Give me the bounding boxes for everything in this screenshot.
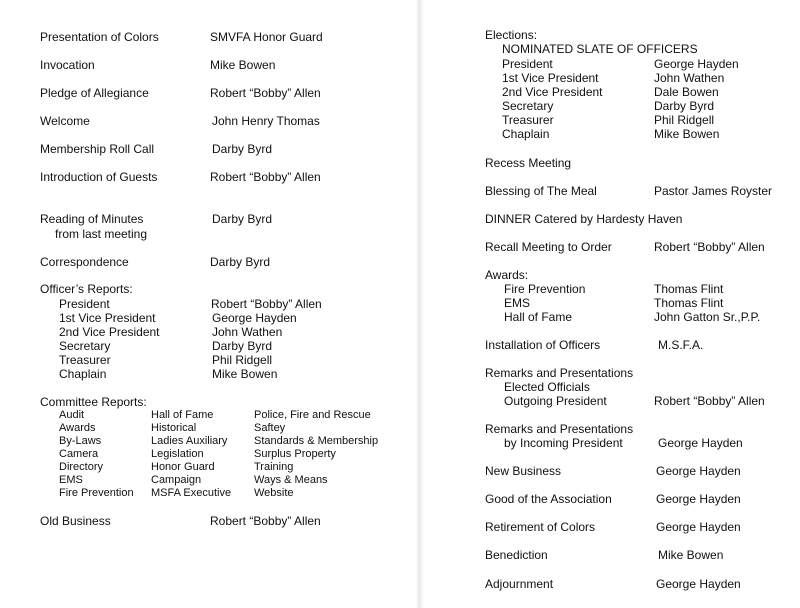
- committee-item: Training: [254, 461, 294, 473]
- agenda-value: Darby Byrd: [210, 255, 271, 269]
- committee-item: Camera: [59, 448, 99, 460]
- committee-item: Saftey: [254, 422, 286, 434]
- committee-item: Directory: [59, 461, 104, 473]
- agenda-label: Blessing of The Meal: [485, 184, 597, 198]
- agenda-label: Recall Meeting to Order: [485, 240, 612, 254]
- officer-role: 2nd Vice President: [59, 325, 160, 339]
- committee-item: Ways & Means: [254, 474, 328, 486]
- agenda-value: Darby Byrd: [212, 142, 273, 156]
- agenda-value: SMVFA Honor Guard: [210, 30, 323, 44]
- agenda-value: Mike Bowen: [658, 548, 724, 562]
- agenda-value: Robert “Bobby” Allen: [210, 170, 321, 184]
- slate-name: George Hayden: [654, 57, 739, 71]
- agenda-value: Mike Bowen: [210, 58, 276, 72]
- agenda-label: Reading of Minutes: [40, 212, 144, 226]
- agenda-value: George Hayden: [656, 464, 741, 478]
- agenda-value: Darby Byrd: [212, 212, 273, 226]
- agenda-label-continued: from last meeting: [55, 227, 148, 241]
- officer-role: 1st Vice President: [59, 311, 156, 325]
- committee-item: Audit: [59, 409, 85, 421]
- agenda-label: Pledge of Allegiance: [40, 86, 149, 100]
- committee-item: Hall of Fame: [151, 409, 214, 421]
- agenda-value: George Hayden: [656, 520, 741, 534]
- section-heading: Elections:: [485, 28, 538, 42]
- award-name: Thomas Flint: [654, 282, 724, 296]
- remarks-name: George Hayden: [658, 436, 743, 450]
- remarks-role: by Incoming President: [504, 436, 623, 450]
- agenda-value: George Hayden: [656, 577, 741, 591]
- officer-name: Mike Bowen: [212, 367, 278, 381]
- committee-item: Historical: [151, 422, 197, 434]
- officer-role: President: [59, 297, 110, 311]
- award-role: Fire Prevention: [504, 282, 586, 296]
- officer-name: George Hayden: [212, 311, 297, 325]
- slate-role: 1st Vice President: [502, 71, 599, 85]
- agenda-label: Correspondence: [40, 255, 129, 269]
- agenda-value: M.S.F.A.: [658, 338, 704, 352]
- officer-role: Chaplain: [59, 367, 107, 381]
- slate-role: Treasurer: [502, 113, 554, 127]
- agenda-label: Membership Roll Call: [40, 142, 155, 156]
- committee-item: MSFA Executive: [151, 487, 232, 499]
- agenda-value: John Henry Thomas: [212, 114, 320, 128]
- officer-name: Robert “Bobby” Allen: [211, 297, 322, 311]
- slate-name: Phil Ridgell: [654, 113, 715, 127]
- officer-name: John Wathen: [212, 325, 283, 339]
- committee-item: Awards: [59, 422, 96, 434]
- slate-role: 2nd Vice President: [502, 85, 603, 99]
- committee-item: By-Laws: [59, 435, 102, 447]
- remarks-role: Outgoing President: [504, 394, 607, 408]
- agenda-label: New Business: [485, 464, 562, 478]
- slate-name: Dale Bowen: [654, 85, 719, 99]
- remarks-role: Elected Officials: [504, 380, 590, 394]
- agenda-value: George Hayden: [656, 492, 741, 506]
- agenda-label: Retirement of Colors: [485, 520, 596, 534]
- committee-item: Police, Fire and Rescue: [254, 409, 371, 421]
- award-role: Hall of Fame: [504, 310, 573, 324]
- slate-role: Chaplain: [502, 127, 550, 141]
- agenda-label: Adjournment: [485, 577, 554, 591]
- agenda-label: Good of the Association: [485, 492, 612, 506]
- officer-role: Treasurer: [59, 353, 111, 367]
- section-heading: Remarks and Presentations: [485, 422, 634, 436]
- page-fold: [416, 0, 424, 608]
- award-name: Thomas Flint: [654, 296, 724, 310]
- committee-item: Legislation: [151, 448, 204, 460]
- committee-item: Ladies Auxiliary: [151, 435, 228, 447]
- committee-item: Surplus Property: [254, 448, 336, 460]
- committee-item: Campaign: [151, 474, 202, 486]
- committee-item: Website: [254, 487, 294, 499]
- officer-role: Secretary: [59, 339, 111, 353]
- section-heading: Awards:: [485, 268, 529, 282]
- committee-item: Standards & Membership: [254, 435, 379, 447]
- agenda-value: Robert “Bobby” Allen: [210, 86, 321, 100]
- agenda-value: Pastor James Royster: [654, 184, 773, 198]
- section-heading: Officer’s Reports:: [40, 282, 133, 296]
- agenda-label: DINNER Catered by Hardesty Haven: [485, 212, 683, 226]
- agenda-value: Robert “Bobby” Allen: [654, 240, 765, 254]
- section-heading: Committee Reports:: [40, 395, 147, 409]
- award-name: John Gatton Sr.,P.P.: [654, 310, 761, 324]
- agenda-label: Invocation: [40, 58, 95, 72]
- committee-item: EMS: [59, 474, 83, 486]
- agenda-label: Recess Meeting: [485, 156, 572, 170]
- agenda-value: Robert “Bobby” Allen: [210, 514, 321, 528]
- slate-heading: NOMINATED SLATE OF OFFICERS: [502, 42, 698, 56]
- slate-name: John Wathen: [654, 71, 725, 85]
- agenda-label: Installation of Officers: [485, 338, 601, 352]
- officer-name: Darby Byrd: [212, 339, 273, 353]
- committee-item: Fire Prevention: [59, 487, 134, 499]
- slate-name: Darby Byrd: [654, 99, 715, 113]
- slate-role: President: [502, 57, 553, 71]
- section-heading: Remarks and Presentations: [485, 366, 634, 380]
- agenda-label: Presentation of Colors: [40, 30, 159, 44]
- agenda-label: Welcome: [40, 114, 90, 128]
- agenda-label: Benediction: [485, 548, 548, 562]
- slate-name: Mike Bowen: [654, 127, 720, 141]
- award-role: EMS: [504, 296, 531, 310]
- remarks-name: Robert “Bobby” Allen: [654, 394, 765, 408]
- committee-item: Honor Guard: [151, 461, 215, 473]
- slate-role: Secretary: [502, 99, 554, 113]
- agenda-label: Old Business: [40, 514, 111, 528]
- officer-name: Phil Ridgell: [212, 353, 273, 367]
- agenda-label: Introduction of Guests: [40, 170, 158, 184]
